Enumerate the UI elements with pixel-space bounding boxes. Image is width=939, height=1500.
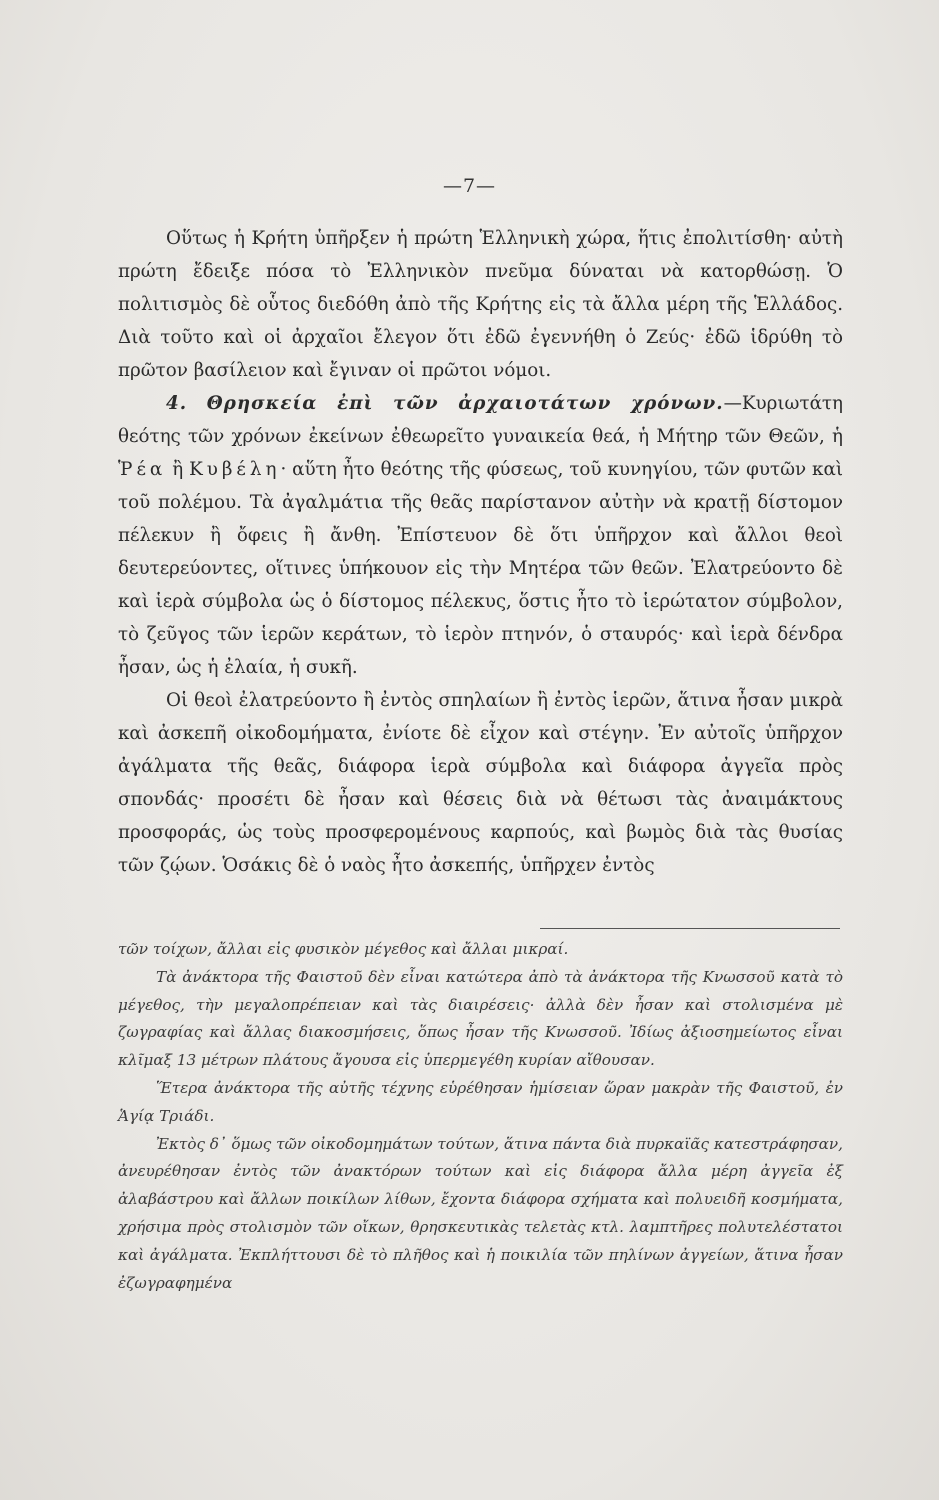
section-heading: 4. Θρησκεία ἐπὶ τῶν ἀρχαιοτάτων χρόνων. <box>166 393 724 414</box>
name-rea: Ῥέα <box>118 459 167 480</box>
footnote-vessels: Ἐκτὸς δ᾽ ὅμως τῶν οἰκοδομημάτων τούτων, ἅτινα πάντα διὰ πυρκαϊᾶς κατεστράφησαν, ἀνευρέθησαν ἐντὸς τῶν ἀνακτόρων τούτων καὶ εἰς διάφορα ἄλλα μέρη ἀγγεῖα ἐξ ἀλαβάστρου καὶ ἄλλων ποικίλων λίθων, ἔχοντα διάφορα σχήματα καὶ πολυειδῆ κοσμήματα, χρήσιμα πρὸς στολισμὸν τῶν οἴκων, θρησκευτικὰς τελετὰς κτλ. λαμπτῆρες πολυτελέστατοι καὶ ἀγάλματα. Ἐκπλήττουσι δὲ τὸ πλῆθος καὶ ἡ ποικιλία τῶν πηλίνων ἀγγείων, ἅτινα ἦσαν ἐζωγραφημένα <box>118 1134 843 1292</box>
conjunction-or: ἢ <box>166 459 190 480</box>
footnotes <box>118 936 843 1297</box>
footnote-continuation: τῶν τοίχων, ἄλλαι εἰς φυσικὸν μέγεθος καὶ ἄλλαι μικραί. <box>118 940 569 958</box>
footnote-divider <box>540 928 840 929</box>
paragraph-worship-places: Οἱ θεοὶ ἐλατρεύοντο ἢ ἐντὸς σπηλαίων ἢ ἐντὸς ἱερῶν, ἅτινα ἦσαν μικρὰ καὶ ἀσκεπῆ οἰκοδομήματα, ἐνίοτε δὲ εἶχον καὶ στέγην. Ἐν αὐτοῖς ὑπῆρχον ἀγάλματα τῆς θεᾶς, διάφορα ἱερὰ σύμβολα καὶ διάφορα ἀγγεῖα πρὸς σπονδάς· προσέτι δὲ ἦσαν καὶ θέσεις διὰ νὰ θέτωσι τὰς ἀναιμάκτους προσφοράς, ὡς τοὺς προσφερομένους καρπούς, καὶ βωμὸς διὰ τὰς θυσίας τῶν ζῴων. Ὁσάκις δὲ ὁ ναὸς ἦτο ἀσκεπής, ὑπῆρχεν ἐντὸς <box>118 690 843 876</box>
footnote-phaistos-palace: Τὰ ἀνάκτορα τῆς Φαιστοῦ δὲν εἶναι κατώτερα ἀπὸ τὰ ἀνάκτορα τῆς Κνωσσοῦ κατὰ τὸ μέγεθος, τὴν μεγαλοπρέπειαν καὶ τὰς διαιρέσεις· ἀλλὰ δὲν ἦσαν καὶ στολισμένα μὲ ζωγραφίας καὶ ἄλλας διακοσμήσεις, ὅπως ἦσαν τῆς Κνωσσοῦ. Ἰδίως ἀξιοσημείωτος εἶναι κλῖμαξ 13 μέτρων πλάτους ἄγουσα εἰς ὑπερμεγέθη κυρίαν αἴθουσαν. <box>118 967 843 1070</box>
paragraph-religion <box>118 387 843 684</box>
footnote-agia-triada: Ἕτερα ἀνάκτορα τῆς αὐτῆς τέχνης εὑρέθησαν ἡμίσειαν ὥραν μακρὰν τῆς Φαιστοῦ, ἐν Ἁγίᾳ Τριάδι. <box>118 1078 843 1125</box>
main-text <box>118 222 843 882</box>
page-number: —7— <box>442 175 497 197</box>
paragraph-religion-text-1: —Κυριωτάτη θεότης τῶν χρόνων ἐκείνων ἐθεωρεῖτο γυναικεία θεά, ἡ Μήτηρ τῶν Θεῶν, ἡ <box>118 393 843 447</box>
paragraph-religion-text-2: · αὕτη ἦτο θεότης τῆς φύσεως, τοῦ κυνηγίου, τῶν φυτῶν καὶ τοῦ πολέμου. Τὰ ἀγαλμάτια τῆς θεᾶς παρίστανον αὐτὴν νὰ κρατῇ δίστομον πέλεκυν ἢ ὄφεις ἢ ἄνθη. Ἐπίστευον δὲ ὅτι ὑπῆρχον καὶ ἄλλοι θεοὶ δευτερεύοντες, οἵτινες ὑπήκουον εἰς τὴν Μητέρα τῶν θεῶν. Ἐλατρεύοντο δὲ καὶ ἱερὰ σύμβολα ὡς ὁ δίστομος πέλεκυς, ὅστις ἦτο τὸ ἱερώτατον σύμβολον, τὸ ζεῦγος τῶν ἱερῶν κεράτων, τὸ ἱερὸν πτηνόν, ὁ σταυρός· καὶ ἱερὰ δένδρα ἦσαν, ὡς ἡ ἐλαία, ἡ συκῆ. <box>118 459 843 678</box>
paragraph-crete-civilization: Οὕτως ἡ Κρήτη ὑπῆρξεν ἡ πρώτη Ἑλληνικὴ χώρα, ἥτις ἐπολιτίσθη· αὐτὴ πρώτη ἔδειξε πόσα τὸ Ἑλληνικὸν πνεῦμα δύναται νὰ κατορθώσῃ. Ὁ πολιτισμὸς δὲ οὗτος διεδόθη ἀπὸ τῆς Κρήτης εἰς τὰ ἄλλα μέρη τῆς Ἑλλάδος. Διὰ τοῦτο καὶ οἱ ἀρχαῖοι ἔλεγον ὅτι ἐδῶ ἐγεννήθη ὁ Ζεύς· ἐδῶ ἱδρύθη τὸ πρῶτον βασίλειον καὶ ἔγιναν οἱ πρῶτοι νόμοι. <box>118 228 843 381</box>
name-kyveli: Κυβέλη <box>189 459 281 480</box>
